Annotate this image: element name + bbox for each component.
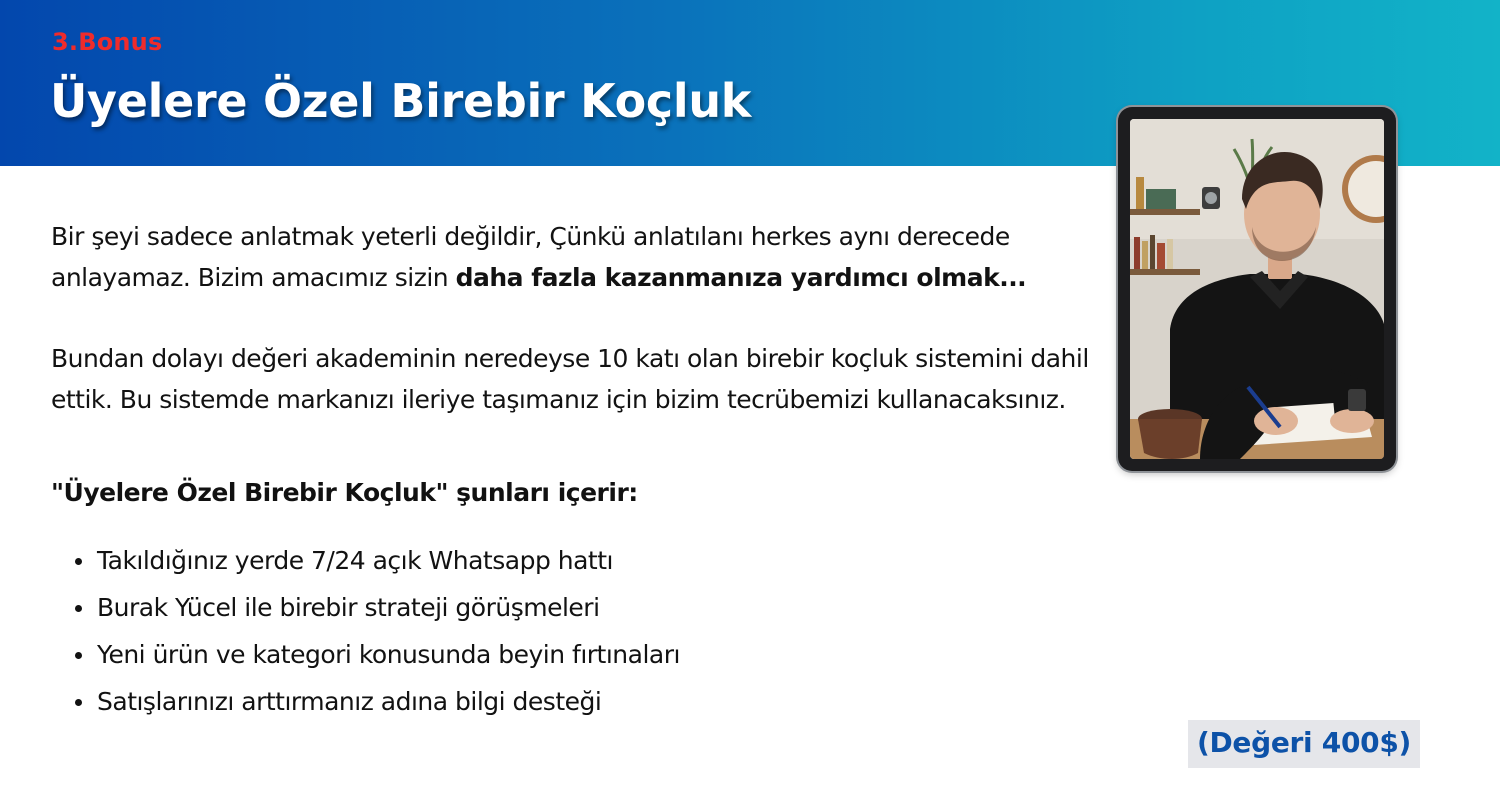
price-label: (Değeri 400$) [1196, 726, 1412, 759]
coach-photo [1130, 119, 1384, 459]
bonus-kicker: 3.Bonus [52, 28, 163, 56]
man-writing-photo-icon [1130, 119, 1384, 459]
list-item: Burak Yücel ile birebir strateji görüşmeleri [74, 584, 680, 631]
price-badge [1188, 720, 1420, 768]
list-heading: "Üyelere Özel Birebir Koçluk" şunları içerir: [51, 478, 638, 507]
bullet-icon [75, 605, 82, 612]
intro-bold-text: daha fazla kazanmanıza yardımcı olmak... [455, 263, 1027, 292]
intro-text: Bir şeyi sadece anlatmak yeterli değildir, Çünkü anlatılanı herkes aynı derecede anlayamaz. Bizim amacımız sizin [51, 222, 1010, 292]
bullet-icon [75, 652, 82, 659]
tablet-frame [1118, 107, 1396, 471]
list-item: Satışlarınızı arttırmanız adına bilgi desteği [74, 678, 680, 725]
detail-paragraph: Bundan dolayı değeri akademinin neredeyse 10 katı olan birebir koçluk sistemini dahil ettik. Bu sistemde markanızı ileriye taşımanız için bizim tecrübemizi kullanacaksınız. [51, 344, 1089, 414]
list-item: Yeni ürün ve kategori konusunda beyin fırtınaları [74, 631, 680, 678]
page-title: Üyelere Özel Birebir Koçluk [50, 74, 752, 128]
intro-paragraph [51, 216, 1121, 298]
list-item: Takıldığınız yerde 7/24 açık Whatsapp hattı [74, 537, 680, 584]
feature-list [74, 537, 680, 725]
bullet-icon [75, 699, 82, 706]
bullet-icon [75, 558, 82, 565]
